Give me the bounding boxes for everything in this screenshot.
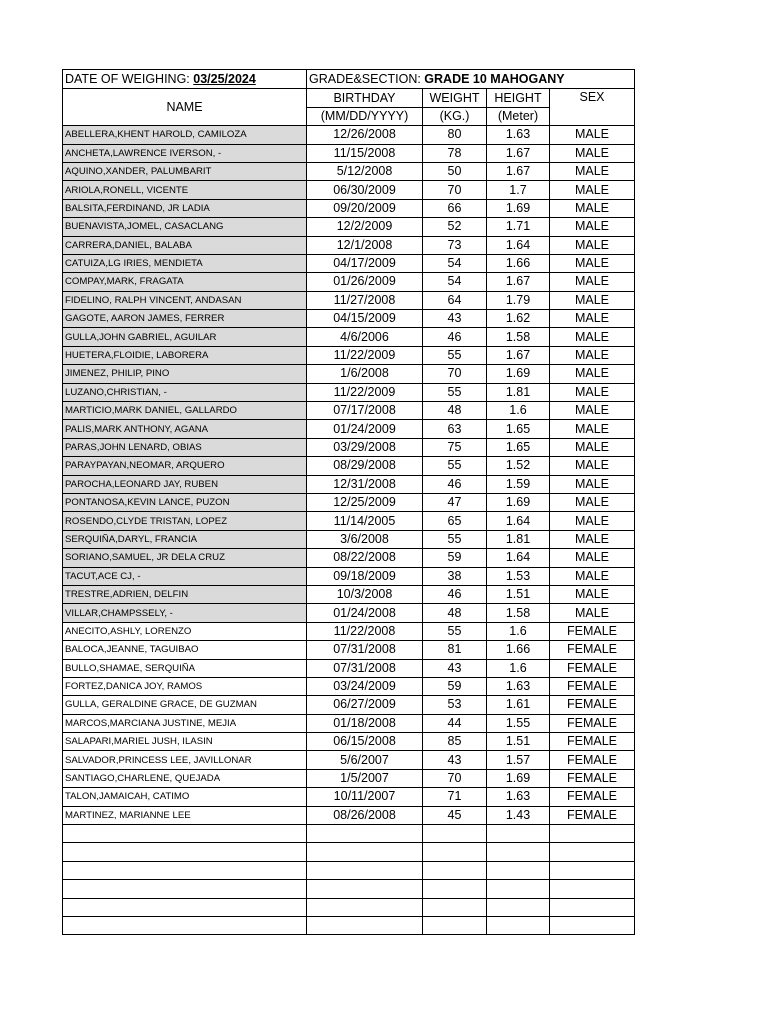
student-name-cell: ARIOLA,RONELL, VICENTE — [63, 181, 307, 199]
weight-cell: 53 — [423, 696, 487, 714]
height-cell: 1.53 — [487, 567, 550, 585]
sex-cell: FEMALE — [550, 622, 635, 640]
blank-cell — [487, 861, 550, 879]
birthday-cell: 12/1/2008 — [307, 236, 423, 254]
blank-cell — [423, 861, 487, 879]
weighing-table — [62, 69, 635, 935]
birthday-cell: 01/26/2009 — [307, 273, 423, 291]
height-cell: 1.69 — [487, 199, 550, 217]
student-name-cell: PONTANOSA,KEVIN LANCE, PUZON — [63, 493, 307, 511]
birthday-cell: 5/12/2008 — [307, 162, 423, 180]
weight-cell: 54 — [423, 254, 487, 272]
height-cell: 1.64 — [487, 549, 550, 567]
sex-cell: MALE — [550, 199, 635, 217]
blank-cell — [487, 898, 550, 916]
table-row — [63, 181, 635, 199]
blank-cell — [63, 861, 307, 879]
weight-cell: 46 — [423, 585, 487, 603]
sex-cell: MALE — [550, 420, 635, 438]
table-row — [63, 291, 635, 309]
birthday-cell: 11/27/2008 — [307, 291, 423, 309]
student-name-cell: SERQUIÑA,DARYL, FRANCIA — [63, 530, 307, 548]
sex-cell: FEMALE — [550, 733, 635, 751]
student-name-cell: ANCHETA,LAWRENCE IVERSON, - — [63, 144, 307, 162]
weight-cell: 75 — [423, 438, 487, 456]
blank-cell — [487, 843, 550, 861]
height-cell: 1.66 — [487, 254, 550, 272]
height-cell: 1.51 — [487, 585, 550, 603]
birthday-cell: 01/24/2008 — [307, 604, 423, 622]
height-cell: 1.58 — [487, 604, 550, 622]
student-name-cell: BUENAVISTA,JOMEL, CASACLANG — [63, 218, 307, 236]
student-name-cell: HUETERA,FLOIDIE, LABORERA — [63, 346, 307, 364]
table-row — [63, 273, 635, 291]
birthday-cell: 12/2/2009 — [307, 218, 423, 236]
sex-cell: FEMALE — [550, 769, 635, 787]
height-cell: 1.6 — [487, 659, 550, 677]
table-row — [63, 604, 635, 622]
birthday-cell: 01/24/2009 — [307, 420, 423, 438]
weight-cell: 55 — [423, 457, 487, 475]
birthday-cell: 08/26/2008 — [307, 806, 423, 824]
sex-cell: MALE — [550, 291, 635, 309]
blank-cell — [63, 898, 307, 916]
blank-cell — [423, 916, 487, 934]
birthday-cell: 1/6/2008 — [307, 365, 423, 383]
birthday-cell: 11/22/2009 — [307, 383, 423, 401]
weight-cell: 66 — [423, 199, 487, 217]
student-name-cell: LUZANO,CHRISTIAN, - — [63, 383, 307, 401]
table-row — [63, 346, 635, 364]
weight-unit-header: (KG.) — [423, 107, 487, 125]
table-row — [63, 310, 635, 328]
birthday-format-header: (MM/DD/YYYY) — [307, 107, 423, 125]
sex-cell: FEMALE — [550, 641, 635, 659]
sex-cell: MALE — [550, 365, 635, 383]
header-row-date — [63, 70, 635, 89]
table-row — [63, 365, 635, 383]
weight-cell: 43 — [423, 310, 487, 328]
table-row — [63, 788, 635, 806]
name-header: NAME — [63, 89, 307, 126]
height-cell: 1.65 — [487, 420, 550, 438]
grade-value: GRADE 10 MAHOGANY — [424, 71, 565, 86]
blank-cell — [423, 880, 487, 898]
weight-cell: 85 — [423, 733, 487, 751]
height-header: HEIGHT — [487, 89, 550, 107]
blank-cell — [307, 916, 423, 934]
height-cell: 1.7 — [487, 181, 550, 199]
birthday-cell: 11/14/2005 — [307, 512, 423, 530]
weight-cell: 59 — [423, 549, 487, 567]
table-row — [63, 530, 635, 548]
table-row — [63, 199, 635, 217]
height-cell: 1.51 — [487, 733, 550, 751]
weight-cell: 55 — [423, 383, 487, 401]
weight-cell: 73 — [423, 236, 487, 254]
student-name-cell: MARCOS,MARCIANA JUSTINE, MEJIA — [63, 714, 307, 732]
height-cell: 1.81 — [487, 383, 550, 401]
birthday-cell: 11/22/2009 — [307, 346, 423, 364]
student-name-cell: FORTEZ,DANICA JOY, RAMOS — [63, 677, 307, 695]
table-row — [63, 144, 635, 162]
table-row — [63, 162, 635, 180]
height-cell: 1.65 — [487, 438, 550, 456]
student-name-cell: SANTIAGO,CHARLENE, QUEJADA — [63, 769, 307, 787]
table-row — [63, 475, 635, 493]
student-name-cell: PARAYPAYAN,NEOMAR, ARQUERO — [63, 457, 307, 475]
birthday-cell: 06/15/2008 — [307, 733, 423, 751]
blank-cell — [63, 843, 307, 861]
weight-cell: 65 — [423, 512, 487, 530]
sex-cell: FEMALE — [550, 677, 635, 695]
height-cell: 1.61 — [487, 696, 550, 714]
height-cell: 1.64 — [487, 512, 550, 530]
height-cell: 1.58 — [487, 328, 550, 346]
blank-cell — [63, 916, 307, 934]
weight-cell: 59 — [423, 677, 487, 695]
table-row — [63, 457, 635, 475]
weight-cell: 80 — [423, 126, 487, 144]
blank-cell — [487, 916, 550, 934]
birthday-cell: 08/22/2008 — [307, 549, 423, 567]
table-row — [63, 512, 635, 530]
student-name-cell: SALVADOR,PRINCESS LEE, JAVILLONAR — [63, 751, 307, 769]
student-name-cell: ABELLERA,KHENT HAROLD, CAMILOZA — [63, 126, 307, 144]
blank-cell — [307, 861, 423, 879]
blank-cell — [550, 825, 635, 843]
blank-cell — [307, 898, 423, 916]
height-cell: 1.57 — [487, 751, 550, 769]
sex-cell: FEMALE — [550, 714, 635, 732]
weight-cell: 54 — [423, 273, 487, 291]
birthday-cell: 12/25/2009 — [307, 493, 423, 511]
blank-cell — [550, 861, 635, 879]
table-row — [63, 677, 635, 695]
student-name-cell: BULLO,SHAMAE, SERQUIÑA — [63, 659, 307, 677]
height-cell: 1.62 — [487, 310, 550, 328]
weight-cell: 52 — [423, 218, 487, 236]
height-cell: 1.6 — [487, 402, 550, 420]
table-row — [63, 567, 635, 585]
height-cell: 1.71 — [487, 218, 550, 236]
sex-cell: MALE — [550, 346, 635, 364]
blank-cell — [550, 916, 635, 934]
student-name-cell: PARAS,JOHN LENARD, OBIAS — [63, 438, 307, 456]
table-row — [63, 751, 635, 769]
table-row — [63, 438, 635, 456]
student-name-cell: BALOCA,JEANNE, TAGUIBAO — [63, 641, 307, 659]
student-name-cell: GAGOTE, AARON JAMES, FERRER — [63, 310, 307, 328]
table-row — [63, 549, 635, 567]
birthday-cell: 03/24/2009 — [307, 677, 423, 695]
date-label: DATE OF WEIGHING: — [65, 71, 194, 86]
birthday-cell: 09/20/2009 — [307, 199, 423, 217]
sex-cell: MALE — [550, 402, 635, 420]
weight-cell: 78 — [423, 144, 487, 162]
weight-cell: 47 — [423, 493, 487, 511]
birthday-cell: 04/15/2009 — [307, 310, 423, 328]
weight-header: WEIGHT — [423, 89, 487, 107]
sex-cell: FEMALE — [550, 751, 635, 769]
sex-cell: MALE — [550, 475, 635, 493]
sex-cell: MALE — [550, 438, 635, 456]
blank-cell — [307, 843, 423, 861]
blank-cell — [423, 825, 487, 843]
table-row — [63, 733, 635, 751]
blank-cell — [63, 880, 307, 898]
sex-cell: MALE — [550, 567, 635, 585]
student-name-cell: MARTICIO,MARK DANIEL, GALLARDO — [63, 402, 307, 420]
sex-cell: MALE — [550, 310, 635, 328]
height-cell: 1.69 — [487, 365, 550, 383]
sex-cell: MALE — [550, 126, 635, 144]
table-row — [63, 328, 635, 346]
birthday-cell: 1/5/2007 — [307, 769, 423, 787]
sex-cell: MALE — [550, 493, 635, 511]
table-row — [63, 402, 635, 420]
height-cell: 1.6 — [487, 622, 550, 640]
weight-cell: 70 — [423, 769, 487, 787]
birthday-cell: 11/15/2008 — [307, 144, 423, 162]
weight-cell: 55 — [423, 346, 487, 364]
sex-cell: MALE — [550, 162, 635, 180]
weight-cell: 48 — [423, 604, 487, 622]
blank-cell — [487, 880, 550, 898]
sex-cell: MALE — [550, 549, 635, 567]
table-row — [63, 806, 635, 824]
weight-cell: 64 — [423, 291, 487, 309]
height-cell: 1.79 — [487, 291, 550, 309]
sex-cell: MALE — [550, 604, 635, 622]
weight-cell: 38 — [423, 567, 487, 585]
height-cell: 1.63 — [487, 677, 550, 695]
sex-cell: MALE — [550, 236, 635, 254]
grade-label: GRADE&SECTION: — [309, 71, 425, 86]
weight-cell: 55 — [423, 622, 487, 640]
blank-cell — [423, 898, 487, 916]
student-name-cell: PALIS,MARK ANTHONY, AGANA — [63, 420, 307, 438]
student-name-cell: TALON,JAMAICAH, CATIMO — [63, 788, 307, 806]
table-row — [63, 383, 635, 401]
weight-cell: 70 — [423, 181, 487, 199]
height-cell: 1.66 — [487, 641, 550, 659]
weight-cell: 46 — [423, 328, 487, 346]
student-name-cell: AQUINO,XANDER, PALUMBARIT — [63, 162, 307, 180]
sex-cell: MALE — [550, 328, 635, 346]
sex-cell: FEMALE — [550, 806, 635, 824]
height-cell: 1.63 — [487, 788, 550, 806]
height-cell: 1.69 — [487, 769, 550, 787]
weight-cell: 46 — [423, 475, 487, 493]
weight-cell: 81 — [423, 641, 487, 659]
student-name-cell: TACUT,ACE CJ, - — [63, 567, 307, 585]
sex-cell: MALE — [550, 181, 635, 199]
height-cell: 1.67 — [487, 273, 550, 291]
student-name-cell: BALSITA,FERDINAND, JR LADIA — [63, 199, 307, 217]
weight-cell: 43 — [423, 659, 487, 677]
sex-cell: FEMALE — [550, 696, 635, 714]
weight-cell: 70 — [423, 365, 487, 383]
blank-row — [63, 916, 635, 934]
birthday-cell: 10/3/2008 — [307, 585, 423, 603]
sex-header: SEX — [550, 89, 635, 126]
weight-cell: 71 — [423, 788, 487, 806]
height-cell: 1.59 — [487, 475, 550, 493]
sex-cell: FEMALE — [550, 788, 635, 806]
height-cell: 1.67 — [487, 346, 550, 364]
weight-cell: 44 — [423, 714, 487, 732]
table-row — [63, 420, 635, 438]
student-name-cell: VILLAR,CHAMPSSELY, - — [63, 604, 307, 622]
student-name-cell: CATUIZA,LG IRIES, MENDIETA — [63, 254, 307, 272]
blank-cell — [63, 825, 307, 843]
student-name-cell: SALAPARI,MARIEL JUSH, ILASIN — [63, 733, 307, 751]
birthday-cell: 07/31/2008 — [307, 659, 423, 677]
height-cell: 1.43 — [487, 806, 550, 824]
weighing-table-body — [63, 70, 635, 935]
height-cell: 1.67 — [487, 162, 550, 180]
weight-cell: 45 — [423, 806, 487, 824]
weight-cell: 43 — [423, 751, 487, 769]
birthday-cell: 07/17/2008 — [307, 402, 423, 420]
birthday-cell: 5/6/2007 — [307, 751, 423, 769]
birthday-cell: 3/6/2008 — [307, 530, 423, 548]
table-row — [63, 696, 635, 714]
birthday-cell: 11/22/2008 — [307, 622, 423, 640]
weight-cell: 50 — [423, 162, 487, 180]
student-name-cell: ANECITO,ASHLY, LORENZO — [63, 622, 307, 640]
header-row-columns — [63, 89, 635, 107]
blank-row — [63, 880, 635, 898]
blank-row — [63, 843, 635, 861]
student-name-cell: FIDELINO, RALPH VINCENT, ANDASAN — [63, 291, 307, 309]
height-unit-header: (Meter) — [487, 107, 550, 125]
weight-cell: 63 — [423, 420, 487, 438]
table-row — [63, 659, 635, 677]
grade-section-cell — [307, 70, 635, 89]
blank-cell — [423, 843, 487, 861]
birthday-cell: 06/30/2009 — [307, 181, 423, 199]
birthday-cell: 10/11/2007 — [307, 788, 423, 806]
table-row — [63, 641, 635, 659]
date-of-weighing-cell — [63, 70, 307, 89]
blank-cell — [550, 843, 635, 861]
table-row — [63, 254, 635, 272]
sex-cell: FEMALE — [550, 659, 635, 677]
sex-cell: MALE — [550, 383, 635, 401]
birthday-cell: 03/29/2008 — [307, 438, 423, 456]
birthday-cell: 06/27/2009 — [307, 696, 423, 714]
height-cell: 1.67 — [487, 144, 550, 162]
sex-cell: MALE — [550, 585, 635, 603]
student-name-cell: ROSENDO,CLYDE TRISTAN, LOPEZ — [63, 512, 307, 530]
sex-cell: MALE — [550, 218, 635, 236]
table-row — [63, 714, 635, 732]
blank-row — [63, 898, 635, 916]
sex-cell: MALE — [550, 273, 635, 291]
sex-cell: MALE — [550, 530, 635, 548]
height-cell: 1.63 — [487, 126, 550, 144]
date-value: 03/25/2024 — [193, 71, 256, 86]
student-name-cell: MARTINEZ, MARIANNE LEE — [63, 806, 307, 824]
table-row — [63, 126, 635, 144]
birthday-cell: 08/29/2008 — [307, 457, 423, 475]
sex-cell: MALE — [550, 512, 635, 530]
birthday-cell: 12/26/2008 — [307, 126, 423, 144]
birthday-cell: 12/31/2008 — [307, 475, 423, 493]
height-cell: 1.55 — [487, 714, 550, 732]
student-name-cell: GULLA,JOHN GABRIEL, AGUILAR — [63, 328, 307, 346]
weight-cell: 48 — [423, 402, 487, 420]
birthday-header: BIRTHDAY — [307, 89, 423, 107]
birthday-cell: 4/6/2006 — [307, 328, 423, 346]
birthday-cell: 07/31/2008 — [307, 641, 423, 659]
sex-cell: MALE — [550, 457, 635, 475]
table-row — [63, 585, 635, 603]
height-cell: 1.81 — [487, 530, 550, 548]
table-row — [63, 769, 635, 787]
table-row — [63, 622, 635, 640]
blank-row — [63, 825, 635, 843]
birthday-cell: 09/18/2009 — [307, 567, 423, 585]
sex-cell: MALE — [550, 254, 635, 272]
student-name-cell: SORIANO,SAMUEL, JR DELA CRUZ — [63, 549, 307, 567]
student-name-cell: COMPAY,MARK, FRAGATA — [63, 273, 307, 291]
blank-row — [63, 861, 635, 879]
student-name-cell: PAROCHA,LEONARD JAY, RUBEN — [63, 475, 307, 493]
height-cell: 1.52 — [487, 457, 550, 475]
height-cell: 1.64 — [487, 236, 550, 254]
student-name-cell: CARRERA,DANIEL, BALABA — [63, 236, 307, 254]
birthday-cell: 04/17/2009 — [307, 254, 423, 272]
table-row — [63, 236, 635, 254]
student-name-cell: JIMENEZ, PHILIP, PINO — [63, 365, 307, 383]
blank-cell — [550, 898, 635, 916]
height-cell: 1.69 — [487, 493, 550, 511]
student-name-cell: GULLA, GERALDINE GRACE, DE GUZMAN — [63, 696, 307, 714]
blank-cell — [307, 825, 423, 843]
student-name-cell: TRESTRE,ADRIEN, DELFIN — [63, 585, 307, 603]
blank-cell — [550, 880, 635, 898]
table-row — [63, 493, 635, 511]
blank-cell — [487, 825, 550, 843]
weight-cell: 55 — [423, 530, 487, 548]
sex-cell: MALE — [550, 144, 635, 162]
birthday-cell: 01/18/2008 — [307, 714, 423, 732]
blank-cell — [307, 880, 423, 898]
table-row — [63, 218, 635, 236]
